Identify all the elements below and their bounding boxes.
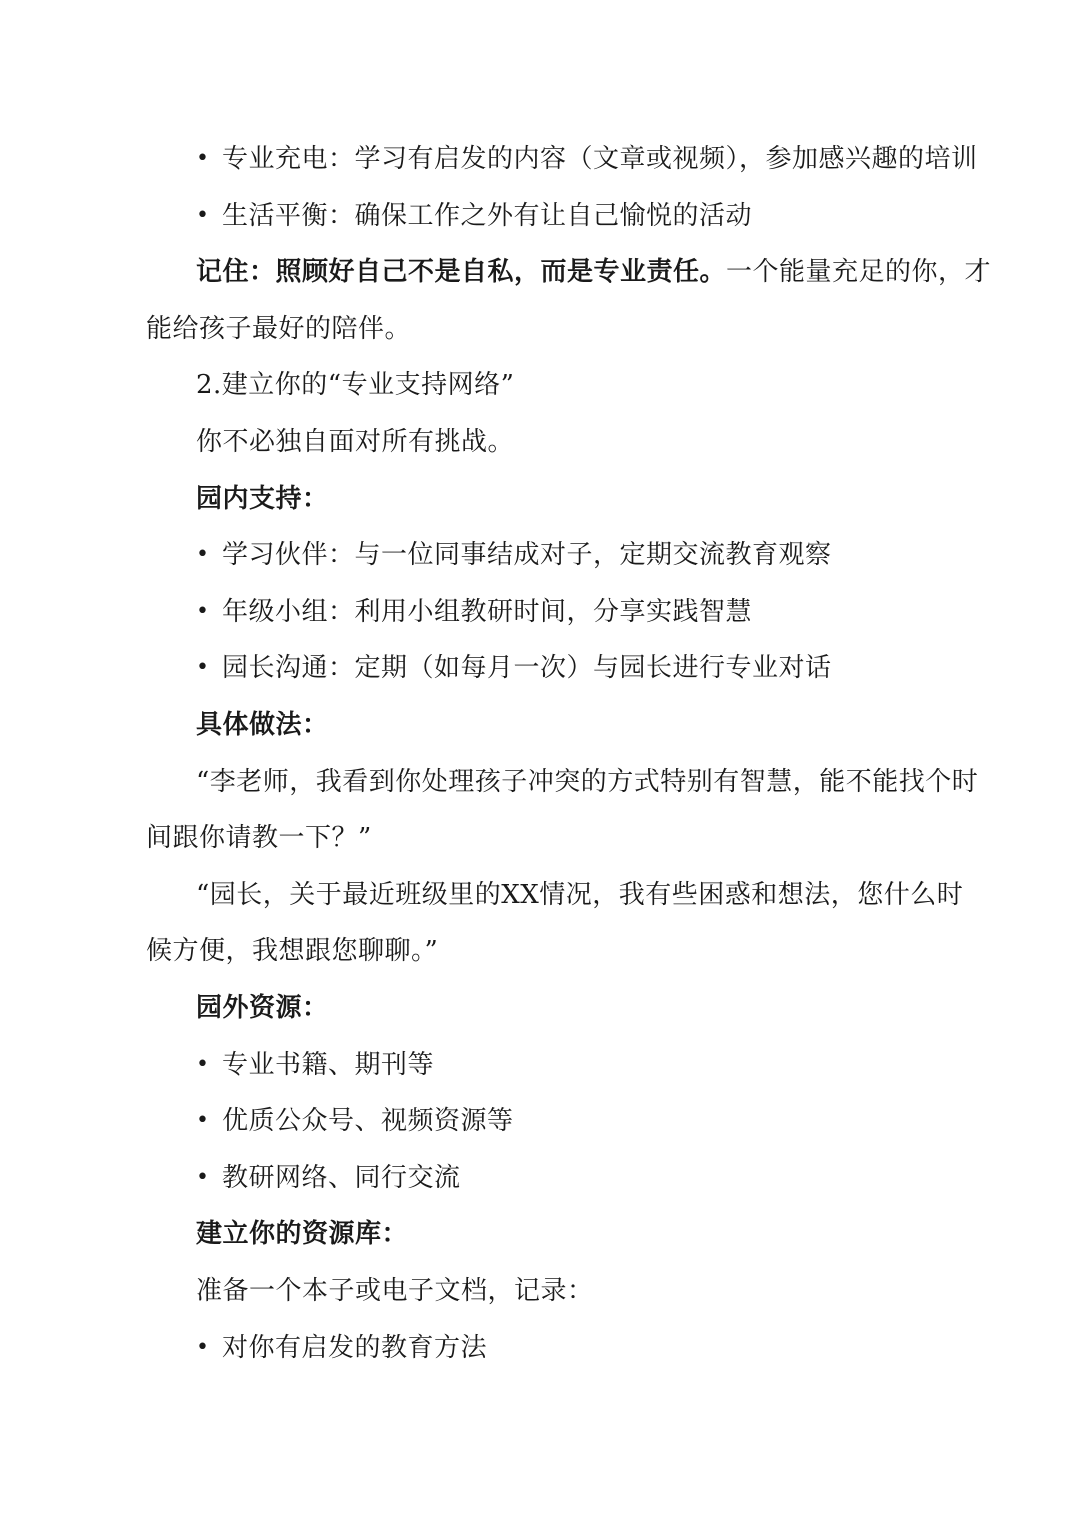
- bullet-text: 年级小组：利用小组教研时间，分享实践智慧: [222, 597, 753, 627]
- subheading-outside-resources: 园外资源：: [196, 993, 329, 1023]
- remember-bold-text: 记住：照顾好自己不是自私，而是专业责任。: [196, 257, 727, 287]
- section-heading: 2.建立你的“专业支持网络”: [196, 370, 515, 400]
- subheading-resource-library: 建立你的资源库：: [196, 1219, 409, 1249]
- bullet-icon: •: [196, 203, 210, 228]
- bullet-icon: •: [196, 1108, 210, 1133]
- bullet-item-books: [0, 1045, 1080, 1085]
- remember-paragraph-line1: [196, 252, 996, 292]
- bullet-text: 教研网络、同行交流: [222, 1163, 461, 1193]
- bullet-text: 学习伙伴：与一位同事结成对子，定期交流教育观察: [222, 540, 832, 570]
- bullet-item-public-accounts: [0, 1101, 1080, 1141]
- remember-paragraph-line2: 能给孩子最好的陪伴。: [146, 314, 412, 344]
- bullet-icon: •: [196, 542, 210, 567]
- bullet-icon: •: [196, 655, 210, 680]
- quote1-line2: 间跟你请教一下？”: [146, 823, 372, 853]
- bullet-item-inspiring-methods: [0, 1328, 1080, 1368]
- quote2-line2: 候方便，我想跟您聊聊。”: [146, 936, 439, 966]
- bullet-text: 优质公众号、视频资源等: [222, 1106, 514, 1136]
- bullet-text: 生活平衡：确保工作之外有让自己愉悦的活动: [222, 201, 753, 231]
- bullet-item-grade-group: [0, 592, 1080, 632]
- bullet-icon: •: [196, 1052, 210, 1077]
- bullet-icon: •: [196, 1165, 210, 1190]
- section-intro: 你不必独自面对所有挑战。: [196, 427, 515, 457]
- quote2-line1: “园长，关于最近班级里的XX情况，我有些困惑和想法，您什么时: [196, 880, 964, 910]
- bullet-icon: •: [196, 1335, 210, 1360]
- bullet-text: 专业充电：学习有启发的内容（文章或视频），参加感兴趣的培训: [222, 144, 978, 174]
- subheading-practice: 具体做法：: [196, 710, 329, 740]
- bullet-item-life-balance: [0, 196, 1080, 236]
- bullet-item-research-network: [0, 1158, 1080, 1198]
- bullet-item-study-partner: [0, 535, 1080, 575]
- subheading-inside-support: 园内支持：: [196, 484, 329, 514]
- bullet-icon: •: [196, 599, 210, 624]
- bullet-text: 专业书籍、期刊等: [222, 1050, 435, 1080]
- resource-library-intro: 准备一个本子或电子文档，记录：: [196, 1276, 594, 1306]
- bullet-text: 对你有启发的教育方法: [222, 1333, 488, 1363]
- remember-normal-text: 一个能量充足的你，才: [726, 257, 992, 287]
- bullet-icon: •: [196, 146, 210, 171]
- bullet-text: 园长沟通：定期（如每月一次）与园长进行专业对话: [222, 653, 832, 683]
- bullet-item-director-communication: [0, 648, 1080, 688]
- bullet-item-professional-recharge: [0, 139, 1080, 179]
- quote1-line1: “李老师，我看到你处理孩子冲突的方式特别有智慧，能不能找个时: [196, 767, 979, 797]
